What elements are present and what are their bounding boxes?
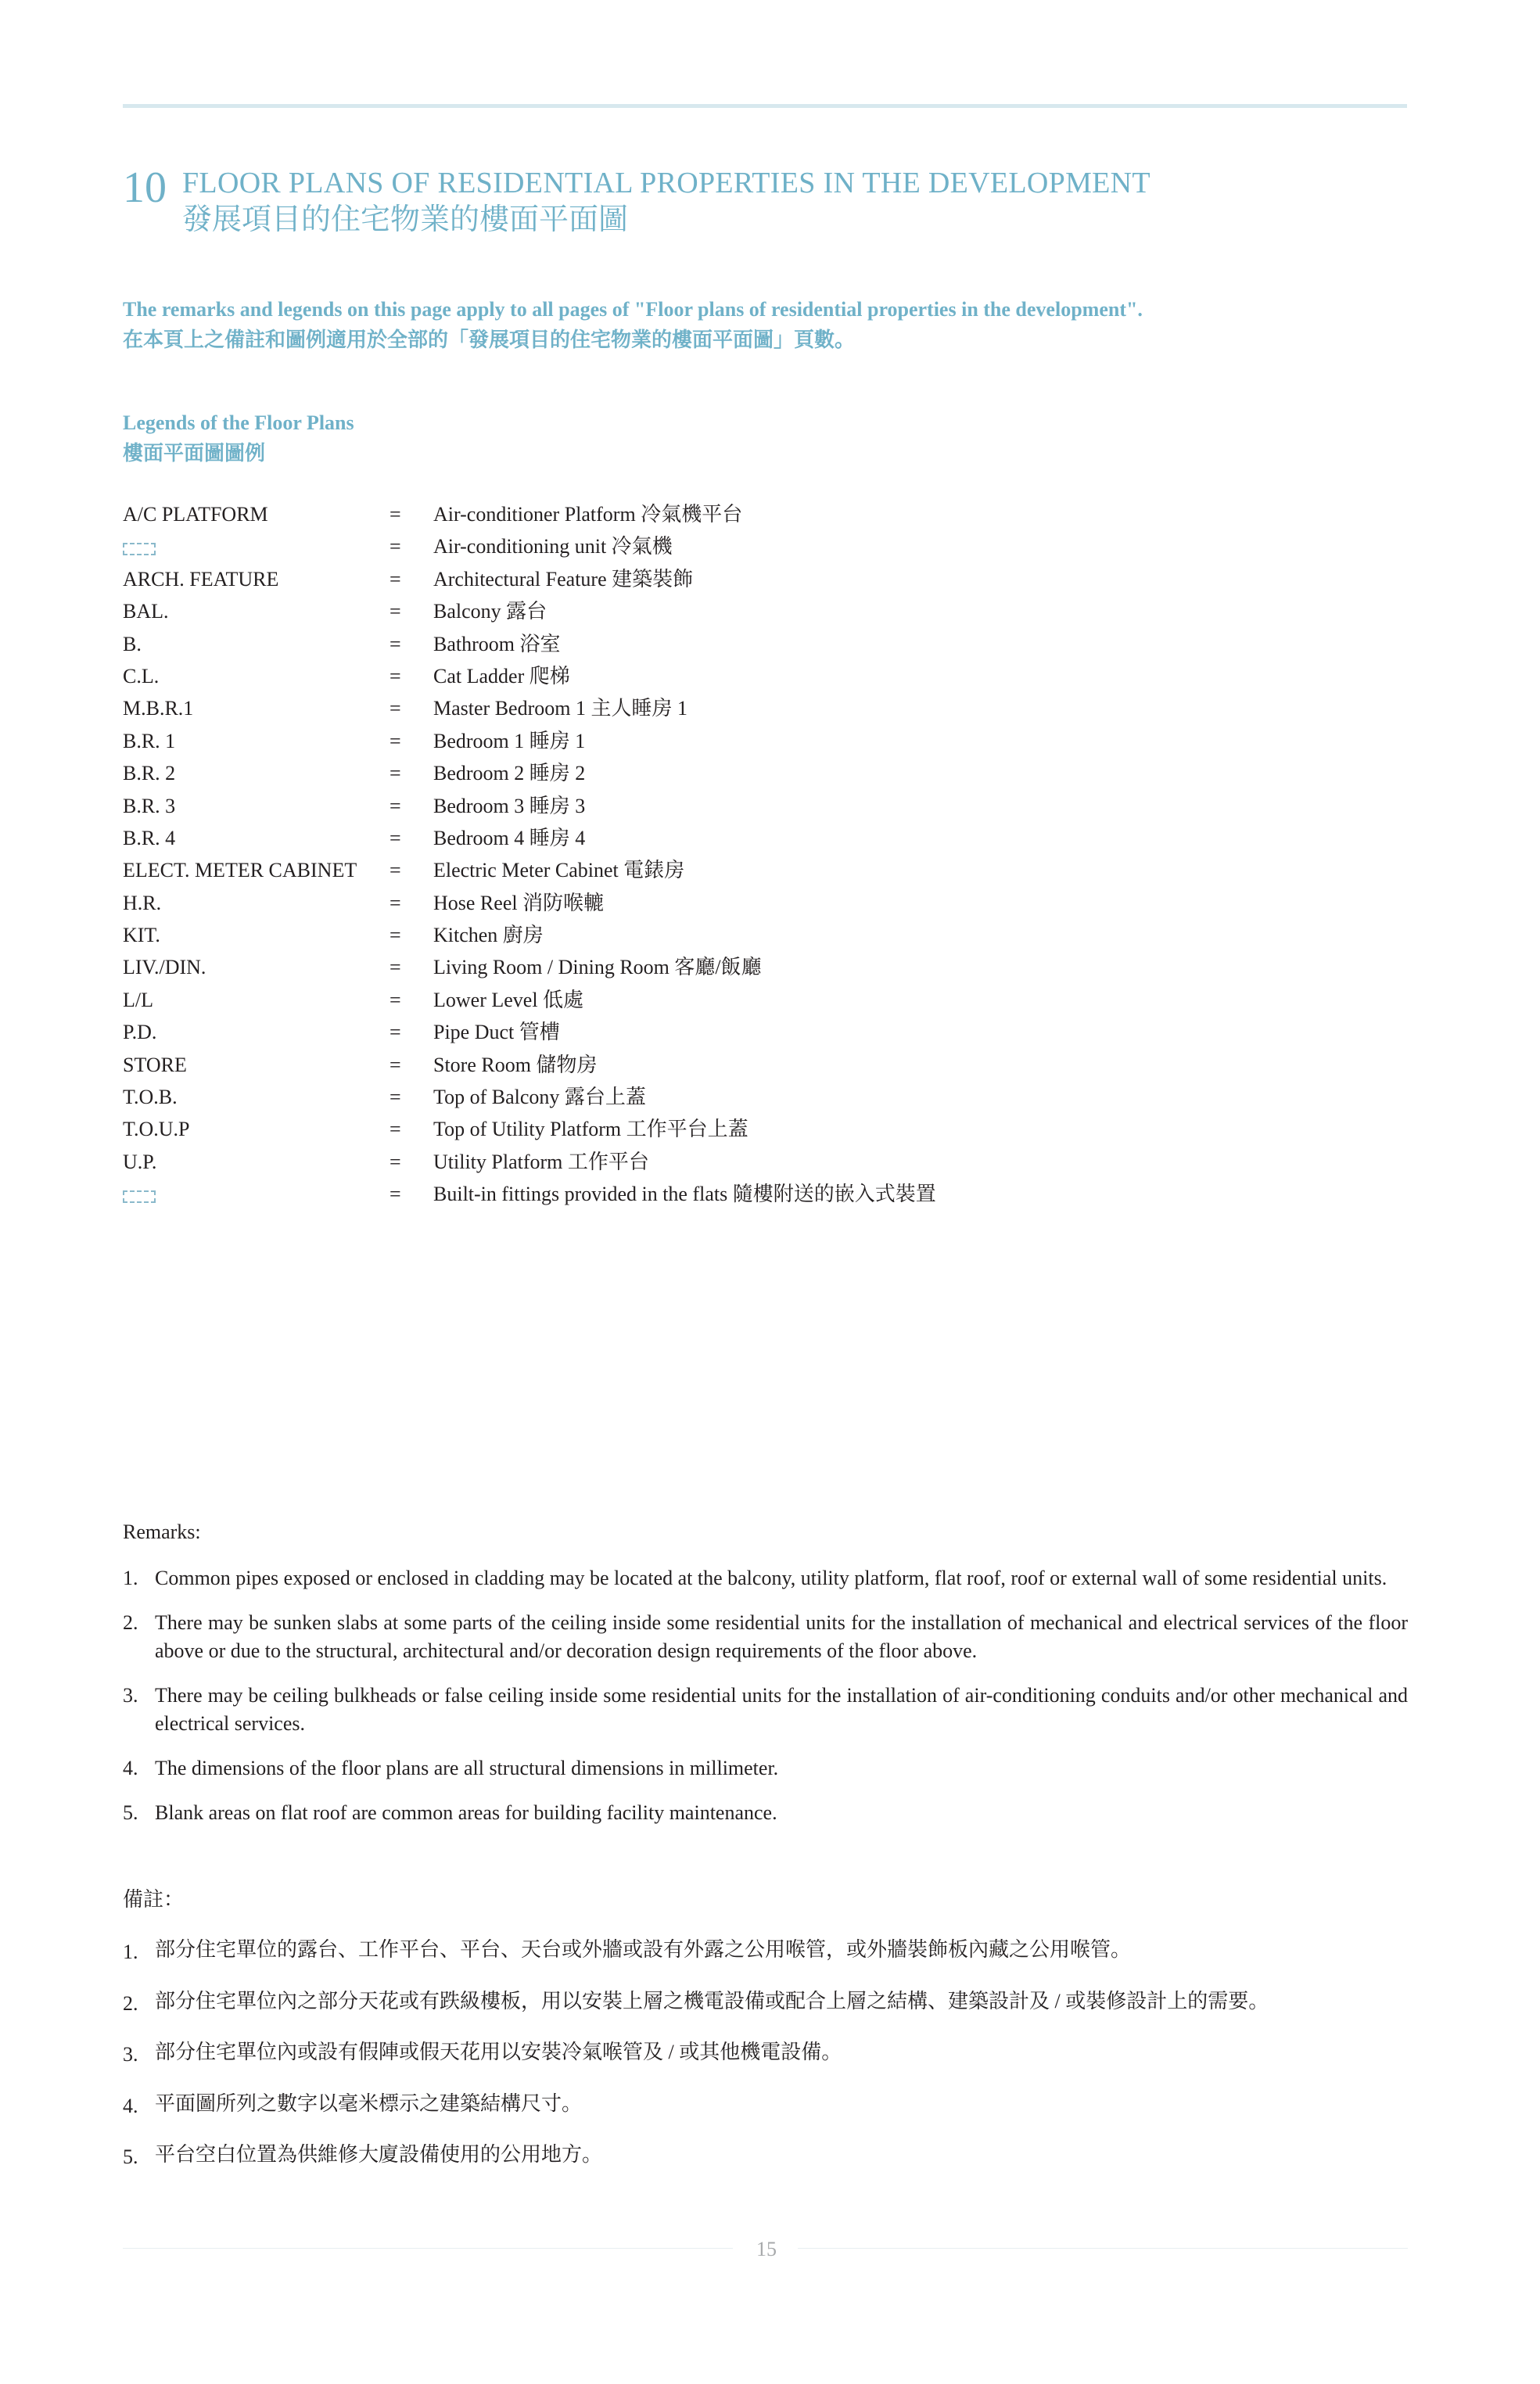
legend-definition: Architectural Feature 建築裝飾 xyxy=(433,567,694,591)
remark-item-zh xyxy=(123,2038,1408,2090)
legend-row xyxy=(123,501,1218,533)
remark-text: 平台空白位置為供維修大廈設備使用的公用地方。 xyxy=(155,2143,603,2166)
remark-item-en xyxy=(123,1682,1408,1738)
legend-row xyxy=(123,759,1218,792)
legend-abbreviation: ELECT. METER CABINET xyxy=(123,859,357,882)
legend-row xyxy=(123,1180,1218,1212)
remark-number: 3. xyxy=(123,2043,138,2066)
legend-abbreviation: B. xyxy=(123,632,142,655)
dashed-box-symbol-built-in-fittings xyxy=(123,1190,156,1203)
remark-text: Blank areas on flat roof are common areas for building facility maintenance. xyxy=(155,1801,777,1824)
legend-equals-sign: = xyxy=(389,1086,401,1109)
legend-row xyxy=(123,1051,1218,1083)
legend-abbreviation: B.R. 1 xyxy=(123,729,176,752)
legend-abbreviation: U.P. xyxy=(123,1150,157,1173)
legend-definition: Bathroom 浴室 xyxy=(433,632,561,655)
section-number: 10 xyxy=(123,163,167,212)
legend-equals-sign: = xyxy=(389,859,401,882)
remark-number: 2. xyxy=(123,1991,138,2015)
legend-row xyxy=(123,921,1218,953)
remark-text: The dimensions of the floor plans are all structural dimensions in millimeter. xyxy=(155,1757,779,1779)
legend-definition: Cat Ladder 爬梯 xyxy=(433,664,570,688)
legend-row xyxy=(123,565,1218,598)
legend-equals-sign: = xyxy=(389,503,401,526)
legend-equals-sign: = xyxy=(389,891,401,914)
legend-abbreviation: A/C PLATFORM xyxy=(123,503,268,526)
remark-number: 4. xyxy=(123,2094,138,2117)
legend-definition: Pipe Duct 管槽 xyxy=(433,1021,560,1044)
legend-equals-sign: = xyxy=(389,1150,401,1173)
legend-equals-sign: = xyxy=(389,697,401,720)
legend-equals-sign: = xyxy=(389,924,401,947)
legend-definition: Living Room / Dining Room 客廳/飯廳 xyxy=(433,956,762,979)
legend-definition: Utility Platform 工作平台 xyxy=(433,1150,649,1173)
legend-abbreviation: M.B.R.1 xyxy=(123,697,194,720)
remark-item-en xyxy=(123,1754,1408,1783)
remark-number: 4. xyxy=(123,1757,138,1779)
legend-abbreviation: T.O.B. xyxy=(123,1086,178,1109)
legend-abbreviation: ARCH. FEATURE xyxy=(123,567,279,591)
legend-row xyxy=(123,953,1218,986)
legend-definition: Top of Balcony 露台上蓋 xyxy=(433,1086,646,1109)
legend-heading-en: Legends of the Floor Plans xyxy=(123,411,354,434)
applicability-note-en: The remarks and legends on this page apply to all pages of "Floor plans of residential properties in the development". xyxy=(123,298,1143,321)
legend-row xyxy=(123,630,1218,662)
legend-row xyxy=(123,1115,1218,1147)
legend-definition: Master Bedroom 1 主人睡房 1 xyxy=(433,697,687,720)
legend-equals-sign: = xyxy=(389,794,401,817)
legend-row xyxy=(123,792,1218,824)
section-title-zh: 發展項目的住宅物業的樓面平面圖 xyxy=(182,203,629,236)
legend-row xyxy=(123,727,1218,759)
legend-row xyxy=(123,824,1218,856)
legend-definition: Air-conditioner Platform 冷氣機平台 xyxy=(433,503,743,526)
legend-definition: Lower Level 低處 xyxy=(433,988,584,1011)
remark-item-en xyxy=(123,1609,1408,1665)
legend-abbreviation: L/L xyxy=(123,988,153,1011)
legend-equals-sign: = xyxy=(389,600,401,623)
remark-item-zh xyxy=(123,1987,1408,2039)
legend-row xyxy=(123,889,1218,921)
remarks-title-zh: 備註： xyxy=(123,1888,185,1911)
footer-rule-right xyxy=(798,2248,1408,2249)
legend-definition: Bedroom 4 睡房 4 xyxy=(433,826,586,849)
remark-item-zh xyxy=(123,1936,1408,1987)
remark-text: 部分住宅單位內之部分天花或有跌級樓板，用以安裝上層之機電設備或配合上層之結構、建築設計及 / 或裝修設計上的需要。 xyxy=(155,1989,1269,2012)
remark-text: 部分住宅單位的露台、工作平台、平台、天台或外牆或設有外露之公用喉管，或外牆裝飾板內藏之公用喉管。 xyxy=(155,1938,1132,1961)
legend-equals-sign: = xyxy=(389,956,401,979)
page-number: 15 xyxy=(756,2238,777,2260)
remark-number: 1. xyxy=(123,1567,138,1589)
legend-abbreviation: LIV./DIN. xyxy=(123,956,206,979)
legend-equals-sign: = xyxy=(389,664,401,688)
legend-equals-sign: = xyxy=(389,1053,401,1076)
footer-rule-left xyxy=(123,2248,733,2249)
remark-number: 5. xyxy=(123,2145,138,2168)
remark-item-en xyxy=(123,1564,1408,1592)
legend-list xyxy=(123,501,1218,1213)
legend-heading-zh: 樓面平面圖圖例 xyxy=(123,442,266,465)
legend-abbreviation: KIT. xyxy=(123,924,160,947)
remark-text: 平面圖所列之數字以毫米標示之建築結構尺寸。 xyxy=(155,2091,583,2115)
remark-number: 2. xyxy=(123,1611,138,1634)
legend-abbreviation: B.R. 3 xyxy=(123,794,176,817)
legend-abbreviation: BAL. xyxy=(123,600,169,623)
remarks-list-zh xyxy=(123,1936,1408,2192)
legend-equals-sign: = xyxy=(389,632,401,655)
legend-row xyxy=(123,598,1218,630)
legend-definition: Bedroom 2 睡房 2 xyxy=(433,762,586,785)
section-title-en: FLOOR PLANS OF RESIDENTIAL PROPERTIES IN THE DEVELOPMENT xyxy=(182,167,1151,199)
remark-text: 部分住宅單位內或設有假陣或假天花用以安裝冷氣喉管及 / 或其他機電設備。 xyxy=(155,2041,842,2063)
remark-number: 5. xyxy=(123,1801,138,1824)
dashed-box-symbol-ac-unit xyxy=(123,543,156,555)
legend-abbreviation: H.R. xyxy=(123,891,162,914)
legend-equals-sign: = xyxy=(389,988,401,1011)
legend-equals-sign: = xyxy=(389,535,401,558)
legend-equals-sign: = xyxy=(389,762,401,785)
legend-definition: Top of Utility Platform 工作平台上蓋 xyxy=(433,1118,748,1141)
legend-definition: Store Room 儲物房 xyxy=(433,1053,598,1076)
remarks-list-en xyxy=(123,1564,1408,1844)
remark-item-zh xyxy=(123,2141,1408,2192)
legend-abbreviation: T.O.U.P xyxy=(123,1118,190,1141)
legend-equals-sign: = xyxy=(389,826,401,849)
legend-abbreviation: C.L. xyxy=(123,664,160,688)
legend-abbreviation: P.D. xyxy=(123,1021,157,1044)
legend-row xyxy=(123,662,1218,695)
legend-definition: Electric Meter Cabinet 電錶房 xyxy=(433,859,685,882)
remark-text: Common pipes exposed or enclosed in cladding may be located at the balcony, utility platform, flat roof, roof or external wall of some residential units. xyxy=(155,1567,1387,1589)
legend-definition: Built-in fittings provided in the flats 隨樓附送的嵌入式裝置 xyxy=(433,1183,936,1206)
legend-abbreviation: STORE xyxy=(123,1053,187,1076)
legend-abbreviation: B.R. 2 xyxy=(123,762,176,785)
legend-equals-sign: = xyxy=(389,567,401,591)
legend-definition: Kitchen 廚房 xyxy=(433,924,544,947)
legend-row xyxy=(123,856,1218,889)
legend-definition: Bedroom 1 睡房 1 xyxy=(433,729,586,752)
applicability-note-zh: 在本頁上之備註和圖例適用於全部的「發展項目的住宅物業的樓面平面圖」頁數。 xyxy=(123,329,856,351)
remark-item-en xyxy=(123,1799,1408,1827)
remark-item-zh xyxy=(123,2090,1408,2142)
remark-text: There may be ceiling bulkheads or false ceiling inside some residential units for the installation of air-conditioning conduits and/or other mechanical and electrical services. xyxy=(155,1684,1408,1735)
remark-number: 1. xyxy=(123,1941,138,1963)
remark-number: 3. xyxy=(123,1684,138,1707)
legend-equals-sign: = xyxy=(389,1021,401,1044)
legend-row xyxy=(123,986,1218,1018)
legend-definition: Bedroom 3 睡房 3 xyxy=(433,794,586,817)
legend-definition: Air-conditioning unit 冷氣機 xyxy=(433,535,673,558)
legend-definition: Hose Reel 消防喉轆 xyxy=(433,891,605,914)
legend-abbreviation: B.R. 4 xyxy=(123,826,176,849)
legend-row xyxy=(123,695,1218,727)
legend-equals-sign: = xyxy=(389,1183,401,1206)
legend-row xyxy=(123,1083,1218,1115)
remark-text: There may be sunken slabs at some parts of the ceiling inside some residential units for the installation of mechanical and electrical services of the floor above or due to the structural, architectural and/or decoration design requirements of the floor above. xyxy=(155,1611,1408,1662)
remarks-title-en: Remarks: xyxy=(123,1521,201,1543)
legend-equals-sign: = xyxy=(389,729,401,752)
legend-row xyxy=(123,1148,1218,1180)
legend-equals-sign: = xyxy=(389,1118,401,1141)
legend-definition: Balcony 露台 xyxy=(433,600,547,623)
top-divider xyxy=(123,104,1407,108)
legend-row xyxy=(123,1018,1218,1050)
legend-row xyxy=(123,533,1218,565)
